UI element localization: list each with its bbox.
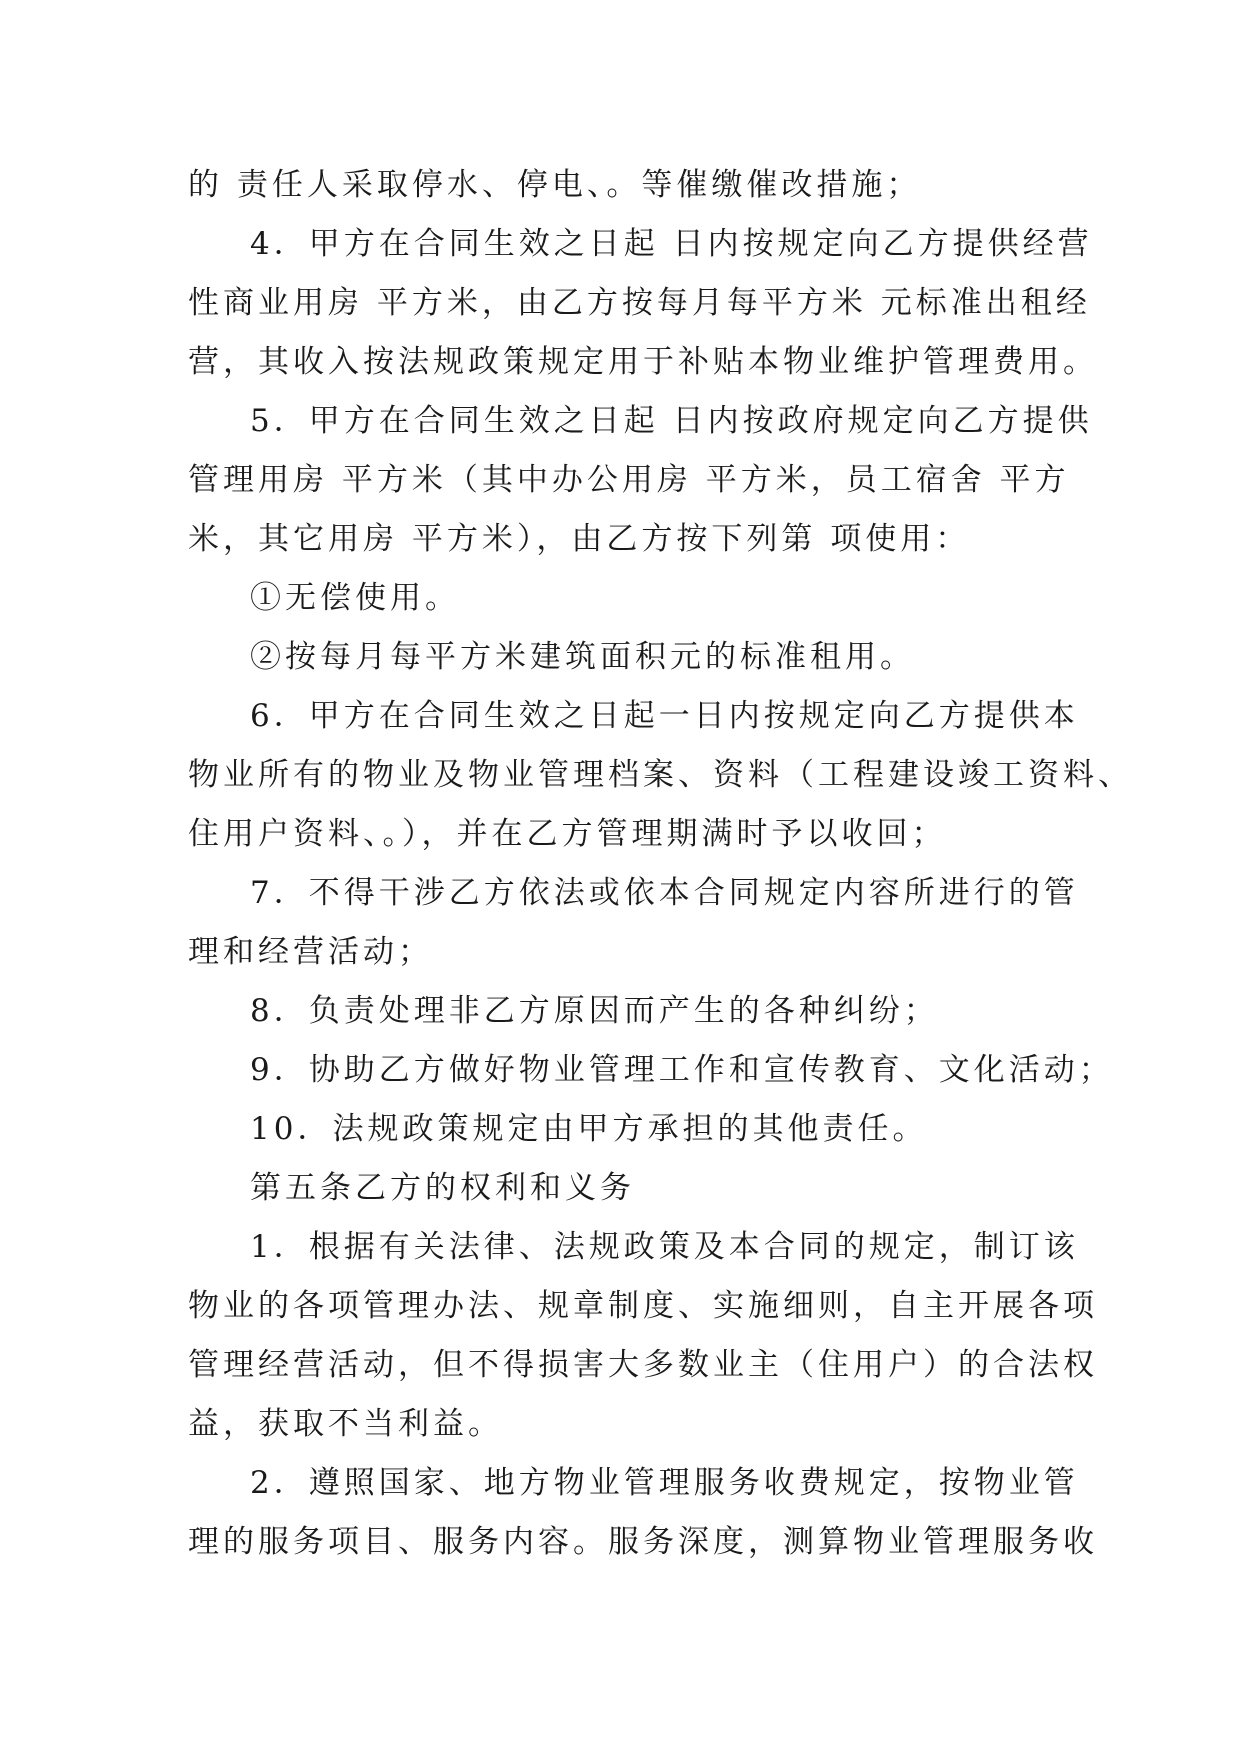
text-line-24: 理的服务项目、服务内容。服务深度，测算物业管理服务收: [188, 1524, 1098, 1560]
text-line-10: 6．甲方在合同生效之日起一日内按规定向乙方提供本: [250, 698, 1079, 734]
text-line-20: 物业的各项管理办法、规章制度、实施细则，自主开展各项: [188, 1288, 1098, 1324]
text-line-7: 米，其它用房 平方米），由乙方按下列第 项使用：: [188, 521, 971, 557]
text-line-3: 性商业用房 平方米，由乙方按每月每平方米 元标准出租经: [188, 285, 1091, 321]
text-line-19: 1．根据有关法律、法规政策及本合同的规定，制订该: [250, 1229, 1079, 1265]
text-line-13: 7．不得干涉乙方依法或依本合同规定内容所进行的管: [250, 875, 1079, 911]
text-line-5: 5．甲方在合同生效之日起 日内按政府规定向乙方提供: [250, 403, 1093, 439]
text-line-15: 8．负责处理非乙方原因而产生的各种纠纷；: [250, 993, 939, 1029]
text-line-16: 9．协助乙方做好物业管理工作和宣传教育、文化活动；: [250, 1052, 1114, 1088]
section-heading: 第五条乙方的权利和义务: [250, 1170, 635, 1206]
text-line-1: 的 责任人采取停水、停电、。等催缴催改措施；: [188, 167, 922, 203]
text-line-17: 10．法规政策规定由甲方承担的其他责任。: [250, 1111, 928, 1147]
text-line-14: 理和经营活动；: [188, 934, 433, 970]
text-line-4: 营，其收入按法规政策规定用于补贴本物业维护管理费用。: [188, 344, 1098, 380]
text-line-22: 益，获取不当利益。: [188, 1406, 503, 1442]
document-body: [188, 156, 1133, 1572]
text-line-11: 物业所有的物业及物业管理档案、资料（工程建设竣工资料、: [188, 757, 1133, 793]
text-line-21: 管理经营活动，但不得损害大多数业主（住用户）的合法权: [188, 1347, 1098, 1383]
text-line-12: 住用户资料、。），并在乙方管理期满时予以收回；: [188, 816, 947, 852]
text-line-8: ①无偿使用。: [250, 580, 460, 616]
text-line-2: 4．甲方在合同生效之日起 日内按规定向乙方提供经营: [250, 226, 1093, 262]
text-line-23: 2．遵照国家、地方物业管理服务收费规定，按物业管: [250, 1465, 1079, 1501]
text-line-9: ②按每月每平方米建筑面积元的标准租用。: [250, 639, 915, 675]
text-line-6: 管理用房 平方米（其中办公用房 平方米，员工宿舍 平方: [188, 462, 1070, 498]
